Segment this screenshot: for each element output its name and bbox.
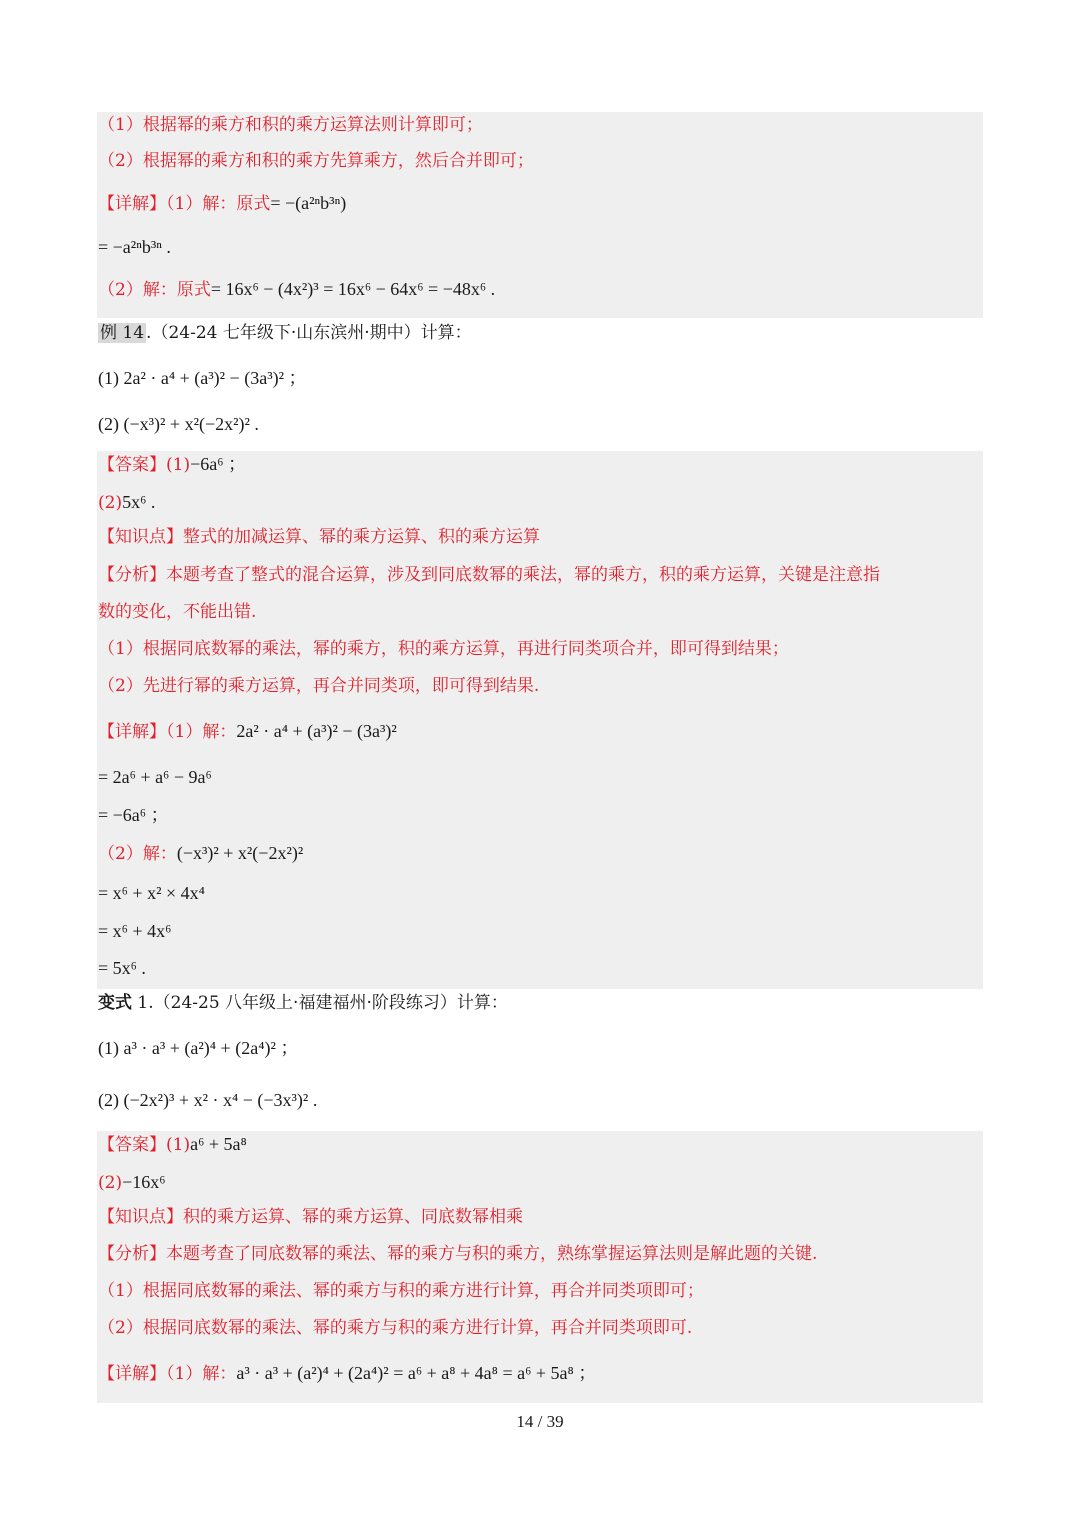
text-span: 【知识点】整式的加减运算、幂的乘方运算、积的乘方运算: [98, 527, 540, 547]
math-expression: a⁶ + 5a⁸: [190, 1134, 247, 1154]
text-line: [98, 1241, 817, 1267]
text-line: [98, 320, 472, 346]
text-span: 1.（24-25 八年级上·福建福州·阶段练习）计算：: [132, 993, 508, 1013]
text-line: [98, 148, 534, 174]
math-expression: −16x⁶: [122, 1172, 166, 1192]
text-line: [98, 1035, 298, 1062]
text-span: 【答案】(1): [98, 455, 191, 475]
text-line: [98, 524, 540, 550]
math-expression: 5x⁶ .: [122, 492, 156, 512]
text-line: [98, 411, 259, 438]
math-expression: = x⁶ + 4x⁶: [98, 921, 172, 941]
text-span: 【分析】本题考查了同底数幂的乘法、幂的乘方与积的乘方，熟练掌握运算法则是解此题的关键.: [98, 1244, 818, 1264]
text-span: 【分析】本题考查了整式的混合运算，涉及到同底数幂的乘法，幂的乘方，积的乘方运算，关键是注意指: [98, 565, 880, 585]
text-line: [98, 1278, 704, 1304]
text-line: [98, 365, 306, 392]
text-span: （2）根据同底数幂的乘法、幂的乘方与积的乘方进行计算，再合并同类项即可.: [98, 1318, 693, 1338]
text-span: (2): [98, 493, 123, 513]
text-line: [98, 718, 397, 745]
text-line: [98, 673, 539, 699]
text-span: 【答案】(1): [98, 1135, 191, 1155]
text-line: [98, 276, 495, 303]
text-span: 【详解】（1）解：原式: [98, 194, 271, 214]
math-expression: (2) (−2x²)³ + x² · x⁴ − (−3x³)² .: [98, 1090, 318, 1110]
text-span: 例 14: [100, 323, 145, 343]
text-span: 变式: [98, 993, 132, 1013]
text-span: （2）先进行幂的乘方运算，再合并同类项，即可得到结果.: [98, 676, 540, 696]
text-line: [98, 955, 146, 982]
text-line: [98, 562, 880, 588]
text-line: [98, 840, 303, 867]
text-line: [98, 990, 508, 1016]
text-line: [98, 1131, 247, 1158]
math-expression: (2) (−x³)² + x²(−2x²)² .: [98, 414, 259, 434]
text-line: [98, 451, 246, 478]
text-line: [98, 1087, 317, 1114]
text-line: [98, 599, 256, 625]
text-line: [98, 1169, 166, 1196]
text-span: （2）解：原式: [98, 280, 211, 300]
text-span: （1）根据同底数幂的乘法、幂的乘方与积的乘方进行计算，再合并同类项即可；: [98, 1281, 704, 1301]
text-line: [98, 1204, 523, 1230]
page-number: 14 / 39: [516, 1412, 564, 1431]
math-expression: −6a⁶ ；: [190, 454, 247, 474]
text-line: [98, 918, 171, 945]
text-line: [98, 112, 483, 138]
text-span: （2）解：: [98, 844, 177, 864]
math-expression: = −6a⁶ ；: [98, 805, 169, 825]
math-expression: (1) 2a² · a⁴ + (a³)² − (3a³)² ；: [98, 368, 307, 388]
text-span: （1）根据幂的乘方和积的乘方运算法则计算即可；: [98, 115, 483, 135]
text-line: [98, 880, 205, 907]
text-line: [98, 764, 212, 791]
math-expression: 2a² · a⁴ + (a³)² − (3a³)²: [236, 721, 397, 741]
text-line: [98, 190, 346, 217]
text-span: (2): [98, 1173, 123, 1193]
math-expression: (1) a³ · a³ + (a²)⁴ + (2a⁴)² ；: [98, 1038, 299, 1058]
text-span: 数的变化，不能出错.: [98, 602, 257, 622]
text-span: 【详解】（1）解：: [98, 1364, 237, 1384]
text-span: （1）根据同底数幂的乘法，幂的乘方，积的乘方运算，再进行同类项合并，即可得到结果；: [98, 639, 789, 659]
text-line: [98, 1360, 596, 1387]
text-span: .（24-24 七年级下·山东滨州·期中）计算：: [146, 323, 472, 343]
math-expression: (−x³)² + x²(−2x²)²: [176, 843, 304, 863]
math-expression: a³ · a³ + (a²)⁴ + (2a⁴)² = a⁶ + a⁸ + 4a⁸ = a⁶ + 5a⁸ ；: [236, 1363, 597, 1383]
text-line: [98, 636, 789, 662]
text-span: （2）根据幂的乘方和积的乘方先算乘方，然后合并即可；: [98, 151, 534, 171]
text-span: 【知识点】积的乘方运算、幂的乘方运算、同底数幂相乘: [98, 1207, 523, 1227]
text-line: [98, 802, 169, 829]
text-line: [98, 489, 155, 516]
text-line: [98, 1315, 692, 1341]
math-expression: = −a²ⁿb³ⁿ .: [98, 237, 171, 257]
math-expression: = 5x⁶ .: [98, 958, 146, 978]
math-expression: = x⁶ + x² × 4x⁴: [98, 883, 205, 903]
math-expression: = 2a⁶ + a⁶ − 9a⁶: [98, 767, 212, 787]
math-expression: = 16x⁶ − (4x²)³ = 16x⁶ − 64x⁶ = −48x⁶ .: [210, 279, 496, 299]
text-line: [98, 234, 171, 261]
text-span: 【详解】（1）解：: [98, 722, 237, 742]
math-expression: = −(a²ⁿb³ⁿ): [270, 193, 347, 213]
